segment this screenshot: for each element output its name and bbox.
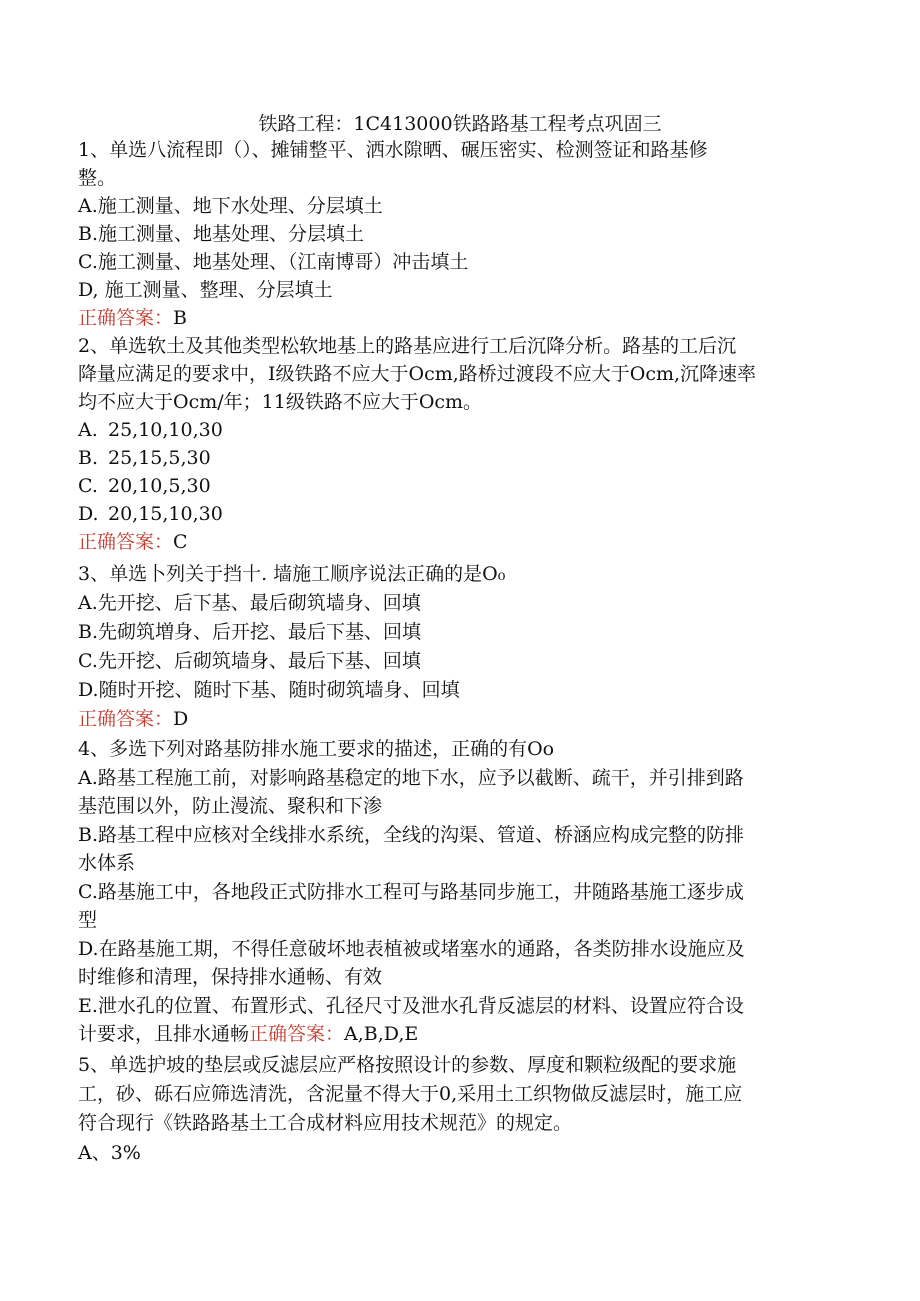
- q4-option-e-line-2: [78, 1020, 418, 1049]
- q4-option-e-line-1: E.泄水孔的位置、布置形式、孔径尺寸及泄水孔背反滤层的材料、设置应符合设: [78, 995, 744, 1017]
- q1-answer: [78, 304, 187, 333]
- q4-option-b-line-1: B.路基工程中应核对全线排水系统，全线的沟渠、管道、桥涵应构成完整的防排: [78, 824, 745, 846]
- answer-value: A,B,D,E: [344, 1023, 419, 1045]
- q4-option-a-line-2: 基范围以外，防止漫流、聚积和下渗: [78, 795, 383, 817]
- q5-stem-line-2: 工，砂、砾石应筛选清洗，含泥量不得大于0,采用土工织物做反滤层时，施工应: [78, 1083, 743, 1105]
- option-label: D.: [78, 503, 99, 525]
- q4-option-c-line-2: 型: [78, 909, 98, 931]
- q3-stem-line-1: 3、单选卜列关于挡十. 墙施工顺序说法正确的是O₀: [78, 563, 506, 585]
- q1-option-c: C.施工测量、地基处理、（江南博哥）冲击填土: [78, 251, 469, 273]
- q4-option-a-line-1: A.路基工程施工前，对影响路基稳定的地下水，应予以截断、疏干，并引排到路: [78, 767, 744, 789]
- answer-label: 正确答案：: [78, 307, 174, 329]
- option-label: B.: [78, 447, 99, 469]
- answer-label: 正确答案：: [78, 531, 174, 553]
- document-title: 铁路工程：1C413000铁路路基工程考点巩固三: [258, 113, 662, 135]
- q2-option-a: [78, 416, 223, 445]
- option-label: C.: [78, 475, 98, 497]
- answer-value: D: [173, 708, 189, 730]
- option-value: 25,10,10,30: [108, 419, 223, 441]
- q4-option-b-line-2: 水体系: [78, 852, 136, 874]
- q2-option-d: [78, 500, 223, 529]
- answer-value: C: [173, 531, 188, 553]
- q2-option-c: [78, 472, 211, 501]
- q3-option-a: A.先开挖、后下基、最后砌筑墙身、回填: [78, 592, 421, 614]
- q5-stem-line-1: 5、单选护坡的垫层或反滤层应严格按照设计的参数、厚度和颗粒级配的要求施: [78, 1054, 737, 1076]
- q4-option-c-line-1: C.路基施工中，各地段正式防排水工程可与路基同步施工，井随路基施工逐步成: [78, 881, 744, 903]
- answer-label: 正确答案：: [249, 1023, 345, 1045]
- option-value: 25,15,5,30: [108, 447, 211, 469]
- q4-option-d-line-1: D.在路基施工期，不得任意破坏地表植被或堵塞水的通路，各类防排水设施应及: [78, 938, 745, 960]
- q5-stem-line-3: 符合现行《铁路路基土工合成材料应用技术规范》的规定。: [78, 1112, 573, 1134]
- q1-option-d: D, 施工测量、整理、分层填土: [78, 279, 333, 301]
- option-label: A.: [78, 419, 98, 441]
- q1-stem-line-1: 1、单选八流程即（）、摊铺整平、洒水隙晒、碾压密实、检测签证和路基修: [78, 139, 708, 161]
- q2-option-b: [78, 444, 211, 473]
- q3-answer: [78, 705, 188, 734]
- q2-stem-line-2: 降量应满足的要求中，I级铁路不应大于Ocm,路桥过渡段不应大于Ocm,沉降速率: [78, 363, 757, 385]
- q1-option-b: B.施工测量、地基处理、分层填土: [78, 223, 365, 245]
- q2-stem-line-1: 2、单选软土及其他类型松软地基上的路基应进行工后沉降分析。路基的工后沉: [78, 335, 737, 357]
- q3-option-b: B.先砌筑増身、后开挖、最后下基、回填: [78, 621, 422, 643]
- option-value: 20,15,10,30: [108, 503, 223, 525]
- q5-option-a: A、3%: [78, 1142, 141, 1164]
- q3-option-c: C.先开挖、后砌筑墙身、最后下基、回填: [78, 650, 421, 672]
- option-text: 计要求，且排水通畅: [78, 1023, 250, 1045]
- answer-value: B: [173, 307, 187, 329]
- answer-label: 正确答案：: [78, 708, 174, 730]
- q1-option-a: A.施工测量、地下水处理、分层填土: [78, 195, 383, 217]
- q1-stem-line-2: 整。: [78, 167, 117, 189]
- q4-stem-line-1: 4、多选下列对路基防排水施工要求的描述，正确的有Oo: [78, 738, 555, 760]
- q4-option-d-line-2: 时维修和清理，保持排水通畅、有效: [78, 966, 383, 988]
- q3-option-d: D.随时开挖、随时下基、随时砌筑墙身、回填: [78, 679, 460, 701]
- q2-stem-line-3: 均不应大于Ocm/年；11级铁路不应大于Ocm。: [78, 391, 483, 413]
- option-value: 20,10,5,30: [108, 475, 211, 497]
- q2-answer: [78, 528, 188, 557]
